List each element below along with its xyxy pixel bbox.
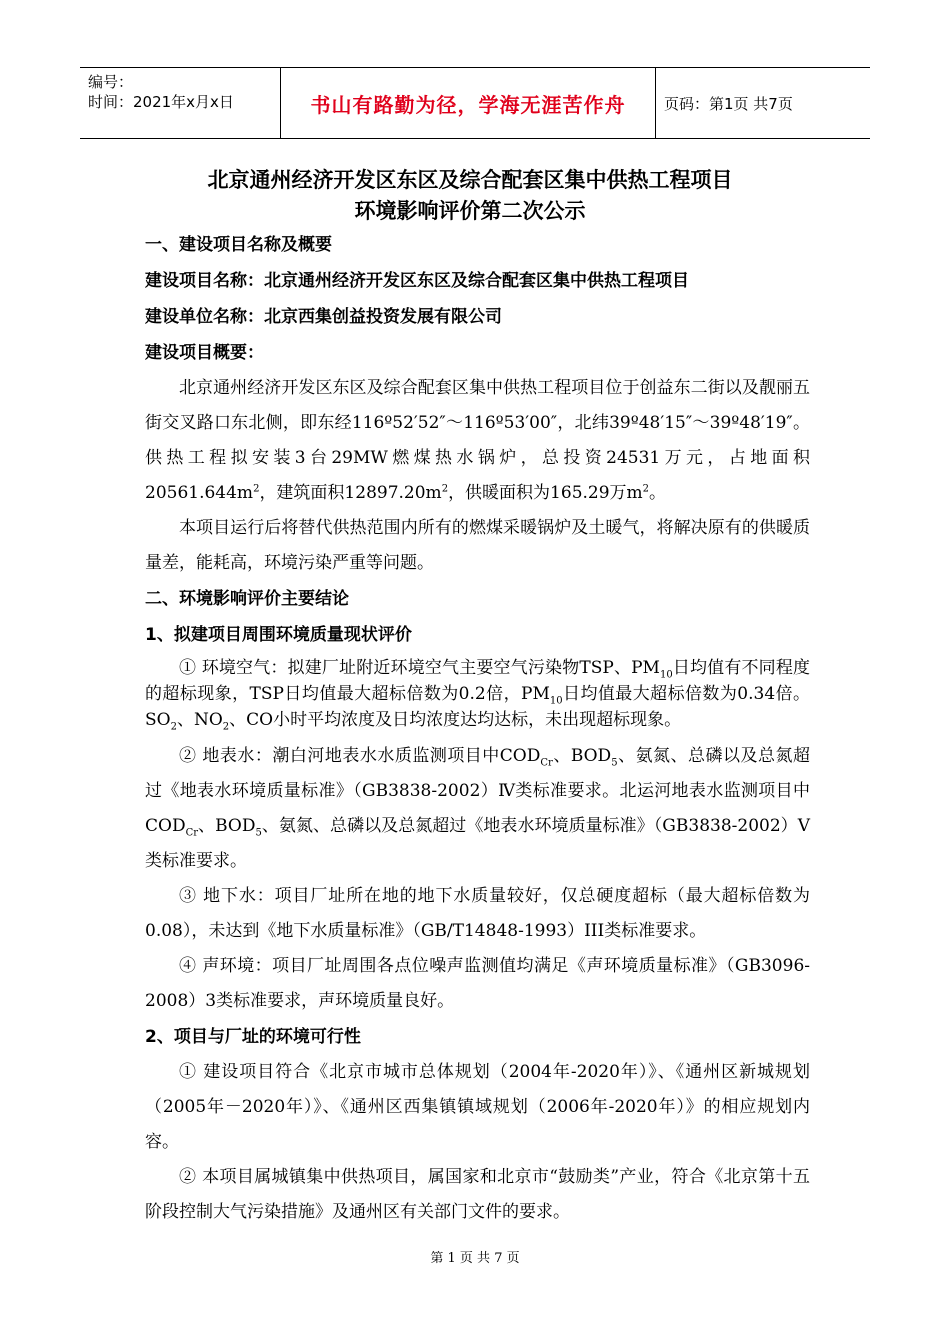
- document-body: [145, 165, 810, 1230]
- page-header: [80, 67, 870, 139]
- section-heading-1: 一、建设项目名称及概要: [145, 235, 332, 255]
- header-meta: [80, 68, 281, 138]
- unit-name: 建设单位名称：北京西集创益投资发展有限公司: [145, 307, 502, 327]
- policy-paragraph: ② 本项目属城镇集中供热项目，属国家和北京市“鼓励类”产业，符合《北京第十五阶段控制大气污染措施》及通州区有关部门文件的要求。: [145, 1167, 810, 1222]
- noise-paragraph: ④ 声环境：项目厂址周围各点位噪声监测值均满足《声环境质量标准》（GB3096-2008）3类标准要求，声环境质量良好。: [145, 956, 810, 1011]
- subsection-heading-2: 2、项目与厂址的环境可行性: [145, 1027, 361, 1047]
- overview-label: 建设项目概要：: [145, 343, 264, 363]
- title-line-2: 环境影响评价第二次公示: [354, 199, 586, 223]
- overview-paragraph: 北京通州经济开发区东区及综合配套区集中供热工程项目位于创益东二街以及靓丽五街交叉路口东北侧，即东经116º52′52″～116º53′00″，北纬39º48′15″～39º48′19″。供热工程拟安装3台29MW燃煤热水锅炉，总投资24531万元，占地面积$20561.644m^2$，建筑面积$12897.20m^2$，供暖面积为165.29万$m^2$。: [145, 378, 810, 503]
- document-title: [130, 165, 810, 227]
- surface-water-paragraph: ② 地表水：潮白河地表水水质监测项目中$COD_{Cr}$、$BOD_5$、氨氮、总磷以及总氮超过《地表水环境质量标准》（GB3838-2002）Ⅳ类标准要求。北运河地表水监测项目中$COD_{Cr}$、$BOD_5$、氨氮、总磷以及总氮超过《地表水环境质量标准》（GB3838-2002）Ⅴ类标准要求。: [145, 746, 811, 871]
- header-page-number: 页码：第1页 共7页: [664, 94, 793, 113]
- groundwater-paragraph: ③ 地下水：项目厂址所在地的地下水质量较好，仅总硬度超标（最大超标倍数为0.08），未达到《地下水质量标准》（GB/T14848-1993）III类标准要求。: [145, 886, 810, 941]
- page-footer: 第 1 页 共 7 页: [430, 1251, 520, 1266]
- section-heading-2: 二、环境影响评价主要结论: [145, 589, 349, 609]
- replacement-paragraph: 本项目运行后将替代供热范围内所有的燃煤采暖锅炉及土暖气，将解决原有的供暖质量差，能耗高，环境污染严重等问题。: [145, 518, 810, 573]
- document-date-label: 时间：2021年x月x日: [88, 93, 234, 111]
- planning-paragraph: ① 建设项目符合《北京市城市总体规划（2004年-2020年）》、《通州区新城规划（2005年－2020年）》、《通州区西集镇镇域规划（2006年-2020年）》的相应规划内容。: [145, 1062, 810, 1152]
- title-line-1: 北京通州经济开发区东区及综合配套区集中供热工程项目: [207, 168, 733, 192]
- header-motto: 书山有路勤为径，学海无涯苦作舟: [281, 68, 656, 138]
- document-number-label: 编号：: [88, 73, 134, 91]
- subsection-heading-1: 1、拟建项目周围环境质量现状评价: [145, 625, 412, 645]
- project-name: 建设项目名称：北京通州经济开发区东区及综合配套区集中供热工程项目: [145, 271, 689, 291]
- air-quality-paragraph: ① 环境空气：拟建厂址附近环境空气主要空气污染物TSP、$PM_{10}$日均值有不同程度的超标现象，TSP日均值最大超标倍数为0.2倍，$PM_{10}$日均值最大超标倍数为0.34倍。$SO_2$、$NO_2$、CO小时平均浓度及日均浓度达均达标，未出现超标现象。: [145, 658, 811, 733]
